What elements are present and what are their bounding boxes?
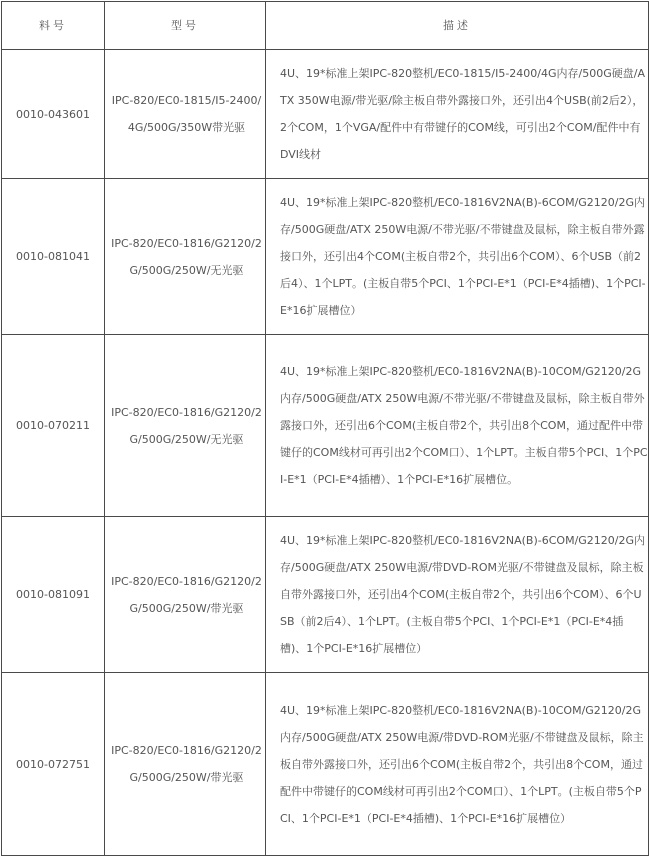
description-cell: 4U、19*标准上架IPC-820整机/EC0-1816V2NA(B)-10COM/G2120/2G内存/500G硬盘/ATX 250W电源/带DVD-ROM光驱/不带键盘及鼠标，除主板自带外露接口外，还引出6个COM(主板自带2个，共引出8个COM，通过配件中带键仔的COM线材可再引出2个COM口）、1个LPT。(主板自带5个PCI、1个PCI-E*1（PCI-E*4插槽)、1个PCI-E*16扩展槽位） — [266, 673, 649, 856]
part-number-cell: 0010-070211 — [2, 335, 105, 517]
model-cell: IPC-820/EC0-1816/G2120/2G/500G/250W/无光驱 — [105, 179, 266, 335]
table-row — [2, 335, 649, 517]
model-cell: IPC-820/EC0-1816/G2120/2G/500G/250W/无光驱 — [105, 335, 266, 517]
model-cell: IPC-820/EC0-1816/G2120/2G/500G/250W/带光驱 — [105, 517, 266, 673]
description-cell: 4U、19*标准上架IPC-820整机/EC0-1816V2NA(B)-6COM/G2120/2G内存/500G硬盘/ATX 250W电源/不带光驱/不带键盘及鼠标，除主板自带外露接口外，还引出4个COM(主板自带2个，共引出6个COM）、6个USB（前2后4）、1个LPT。(主板自带5个PCI、1个PCI-E*1（PCI-E*4插槽)、1个PCI-E*16扩展槽位） — [266, 179, 649, 335]
part-number-cell: 0010-081091 — [2, 517, 105, 673]
header-model: 型号 — [105, 2, 266, 50]
table-row — [2, 517, 649, 673]
description-cell: 4U、19*标准上架IPC-820整机/EC0-1816V2NA(B)-6COM/G2120/2G内存/500G硬盘/ATX 250W电源/带DVD-ROM光驱/不带键盘及鼠标，除主板自带外露接口外，还引出4个COM(主板自带2个，共引出6个COM）、6个USB（前2后4）、1个LPT。(主板自带5个PCI、1个PCI-E*1（PCI-E*4插槽)、1个PCI-E*16扩展槽位） — [266, 517, 649, 673]
header-description: 描述 — [266, 2, 649, 50]
model-cell: IPC-820/EC0-1816/G2120/2G/500G/250W/带光驱 — [105, 673, 266, 856]
part-number-cell: 0010-081041 — [2, 179, 105, 335]
description-cell: 4U、19*标准上架IPC-820整机/EC0-1816V2NA(B)-10COM/G2120/2G内存/500G硬盘/ATX 250W电源/不带光驱/不带键盘及鼠标，除主板自带外露接口外，还引出6个COM(主板自带2个，共引出8个COM，通过配件中带键仔的COM线材可再引出2个COM口）、1个LPT。主板自带5个PCI、1个PCI-E*1（PCI-E*4插槽）、1个PCI-E*16扩展槽位。 — [266, 335, 649, 517]
table-header-row — [2, 2, 649, 50]
model-cell: IPC-820/EC0-1815/I5-2400/4G/500G/350W带光驱 — [105, 50, 266, 179]
table-row — [2, 179, 649, 335]
product-spec-table — [1, 1, 649, 856]
description-cell: 4U、19*标准上架IPC-820整机/EC0-1815/I5-2400/4G内存/500G硬盘/ATX 350W电源/带光驱/除主板自带外露接口外，还引出4个USB(前2后2），2个COM，1个VGA/配件中有带键仔的COM线，可引出2个COM/配件中有DVI线材 — [266, 50, 649, 179]
table-row — [2, 673, 649, 856]
part-number-cell: 0010-043601 — [2, 50, 105, 179]
header-part-number: 料号 — [2, 2, 105, 50]
part-number-cell: 0010-072751 — [2, 673, 105, 856]
table-row — [2, 50, 649, 179]
